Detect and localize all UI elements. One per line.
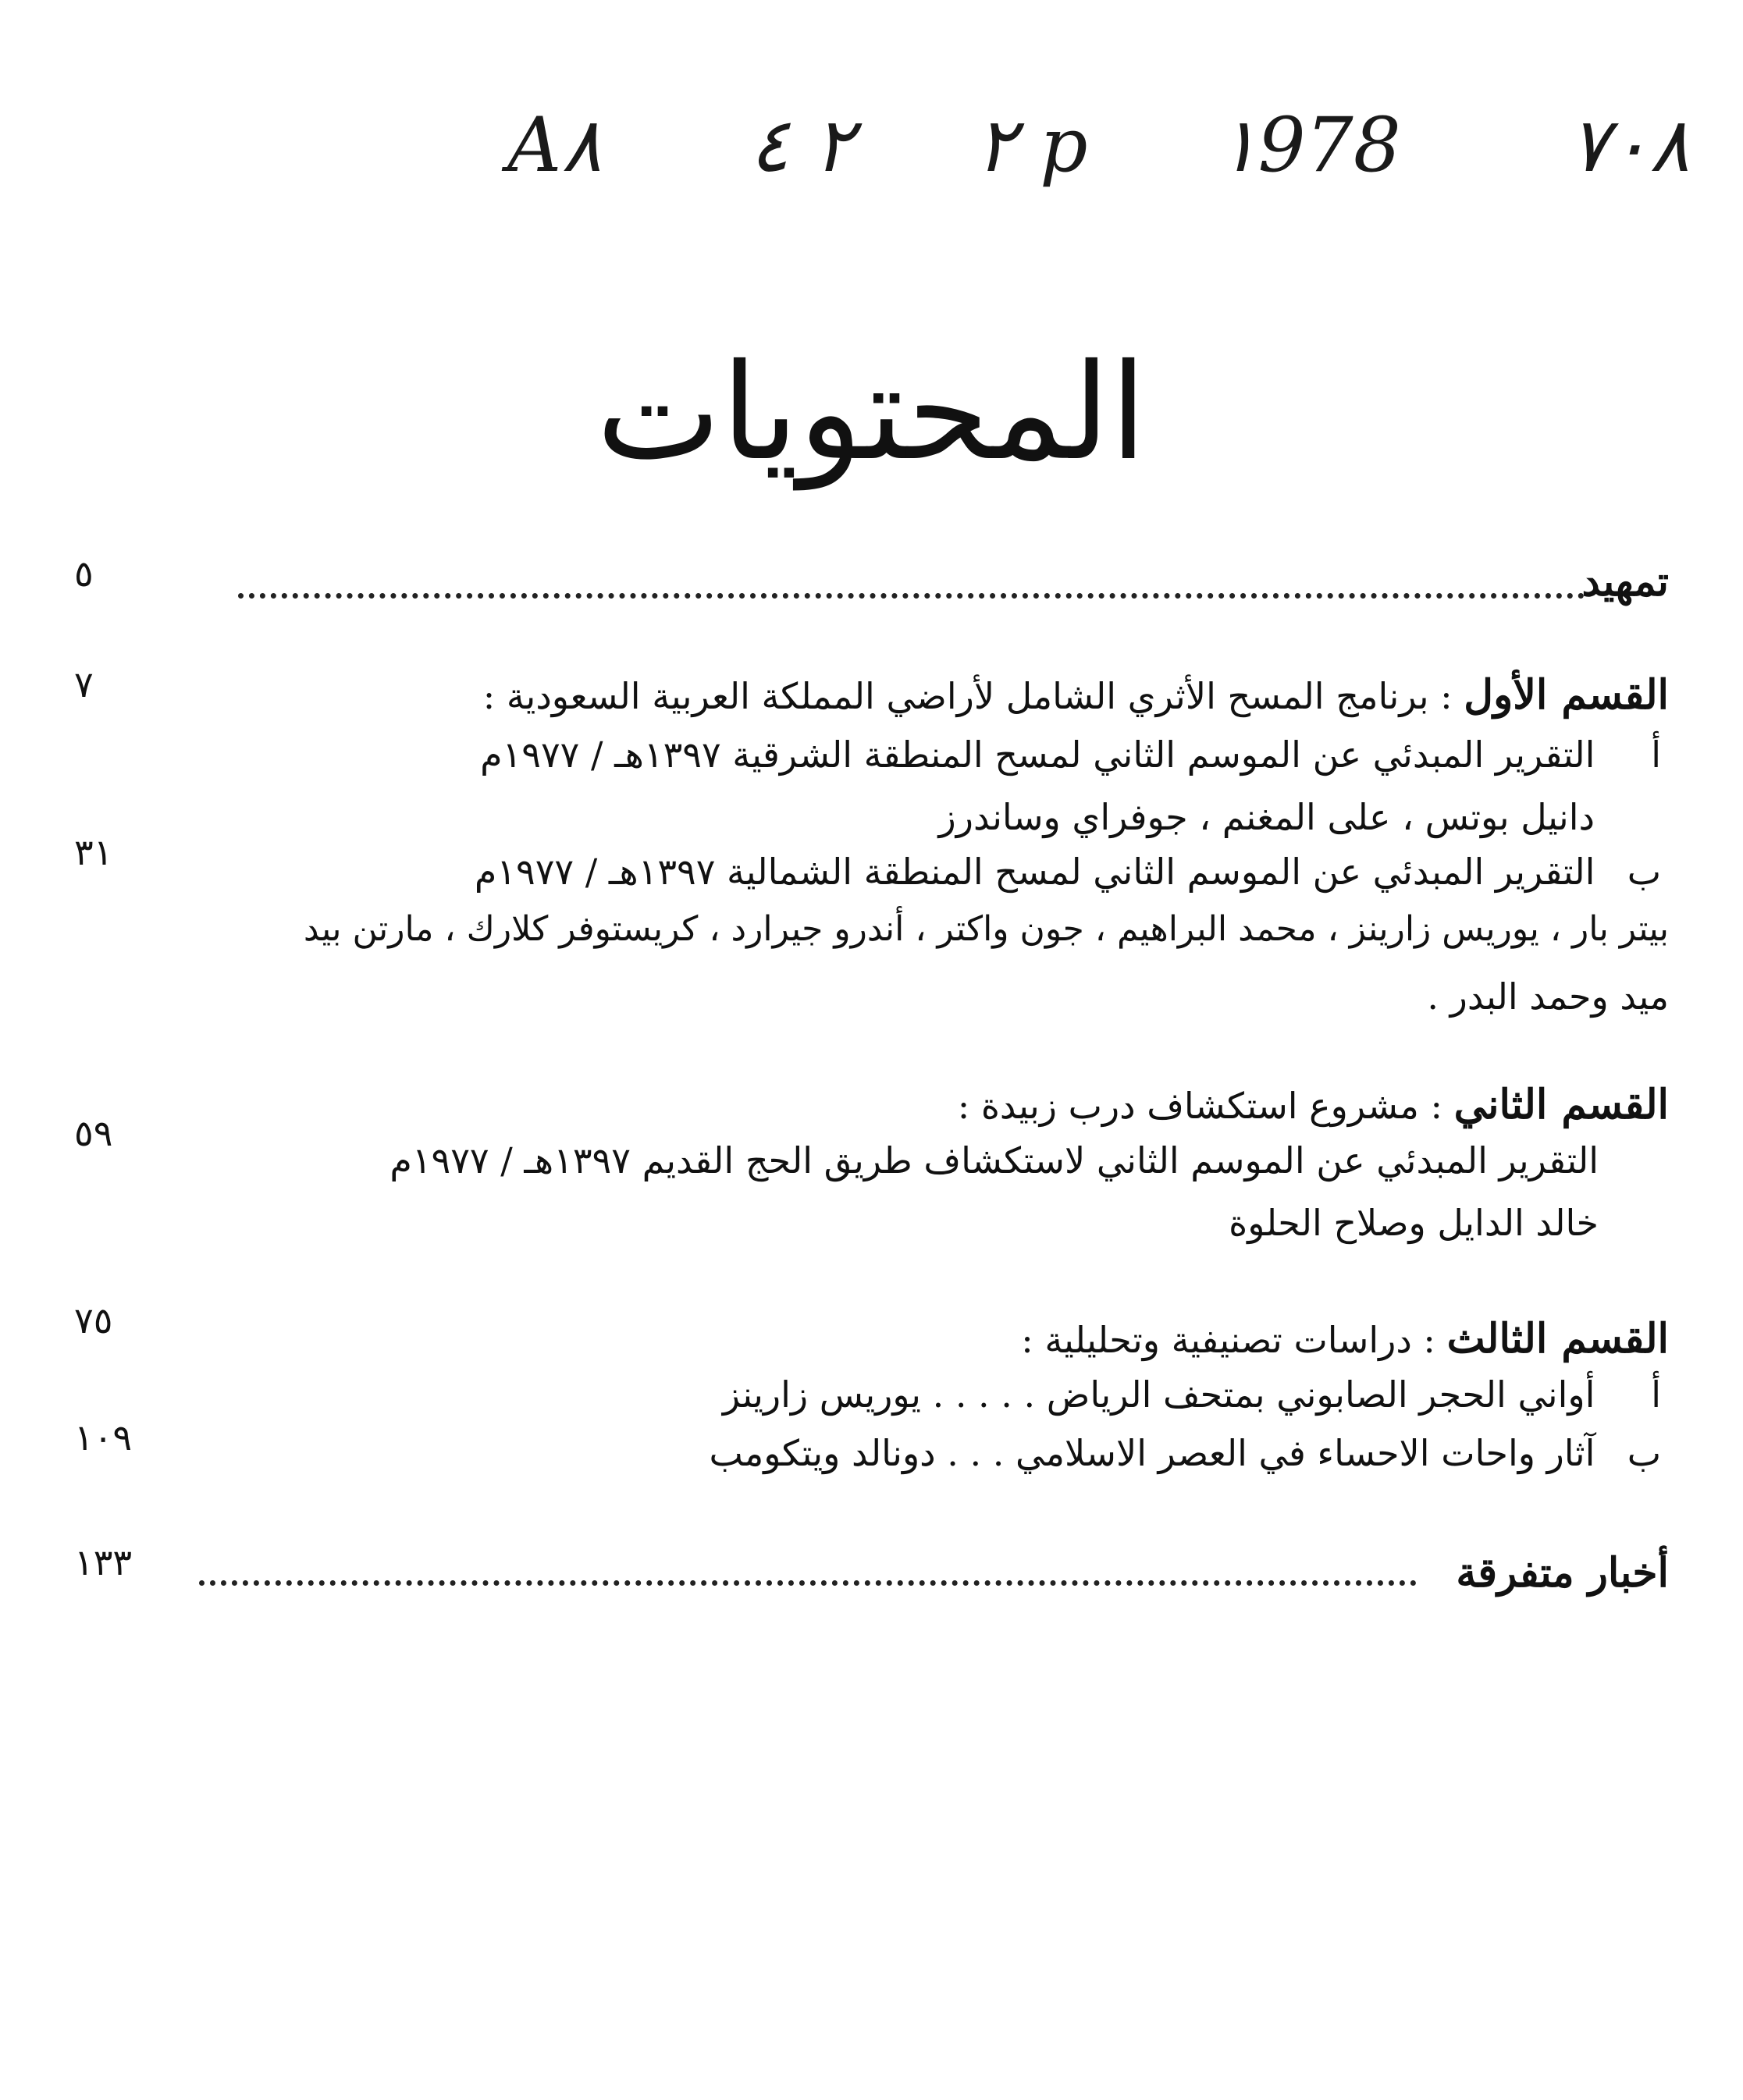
section1-item-a-title: التقرير المبدئي عن الموسم الثاني لمسح المنطقة الشرقية ١٣٩٧هـ / ١٩٧٧م xyxy=(480,734,1595,776)
annotation-part-4: ۱978 xyxy=(1218,101,1401,189)
news-page-number: ١٣٣ xyxy=(74,1541,133,1583)
section1-item-a xyxy=(480,734,1661,776)
section1-text: : برنامج المسح الأثري الشامل لأراضي المملكة العربية السعودية : xyxy=(482,675,1453,717)
section2-label: القسم الثاني xyxy=(1453,1081,1669,1128)
section3-item-a xyxy=(723,1373,1661,1416)
section3-item-b-page-number: ١٠٩ xyxy=(74,1416,133,1459)
section2-authors: خالد الدايل وصلاح الحلوة xyxy=(1229,1202,1599,1244)
section2-title: التقرير المبدئي عن الموسم الثاني لاستكشاف طريق الحج القديم ١٣٩٧هـ / ١٩٧٧م xyxy=(390,1139,1599,1181)
news-leader-dots xyxy=(199,1580,1417,1586)
section1-page-number: ٧ xyxy=(74,663,94,705)
section2-text: : مشروع استكشاف درب زبيدة : xyxy=(957,1085,1443,1127)
section3-item-b-text: آثار واحات الاحساء في العصر الاسلامي . . . دونالد ويتكومب xyxy=(709,1432,1595,1474)
news-label: أخبار متفرقة xyxy=(1456,1549,1669,1597)
section1-item-b-authors-line2: ميد وحمد البدر . xyxy=(1427,975,1669,1018)
section3-label: القسم الثالث xyxy=(1446,1315,1669,1363)
annotation-part-2: ٢ ٤ xyxy=(749,101,854,189)
section3-item-a-letter: أ xyxy=(1651,1373,1661,1416)
page-title: المحتويات xyxy=(596,336,1147,490)
section1-item-b-authors-line1: بيتر بار ، يوريس زارينز ، محمد البراهيم ، جون واكتر ، أندرو جيرارد ، كريستوفر كلارك ، مارتن بيد xyxy=(303,909,1669,949)
section2-heading xyxy=(958,1081,1669,1128)
section3-item-b-letter: ب xyxy=(1627,1432,1661,1474)
section1-item-b-title: التقرير المبدئي عن الموسم الثاني لمسح المنطقة الشمالية ١٣٩٧هـ / ١٩٧٧م xyxy=(474,851,1595,893)
section1-item-a-authors: دانيل بوتس ، على المغنم ، جوفراي وساندرز xyxy=(938,796,1595,838)
intro-page-number: ٥ xyxy=(74,553,94,595)
section3-item-a-text: أواني الحجر الصابوني بمتحف الرياض . . . . . يوريس زارينز xyxy=(722,1373,1595,1416)
intro-label: تمهيد xyxy=(1581,558,1669,606)
section1-item-b xyxy=(475,851,1661,893)
section3-text: : دراسات تصنيفية وتحليلية : xyxy=(1021,1319,1435,1361)
section3-page-number: ٧٥ xyxy=(74,1299,113,1341)
intro-leader-dots xyxy=(238,593,1585,599)
section3-heading xyxy=(1021,1315,1669,1363)
section3-item-b xyxy=(709,1432,1661,1474)
annotation-part-5: ٧٠٨ xyxy=(1569,101,1690,189)
section2-page-number: ٥٩ xyxy=(74,1112,113,1154)
section1-item-b-letter: ب xyxy=(1627,851,1661,893)
section1-item-b-page-number: ٣١ xyxy=(74,831,113,873)
annotation-part-3: ٢ p xyxy=(976,101,1088,189)
section1-heading xyxy=(483,671,1669,719)
section1-item-a-letter: أ xyxy=(1651,734,1661,776)
annotation-part-1: A٨ xyxy=(507,101,602,189)
section1-label: القسم الأول xyxy=(1464,671,1669,719)
